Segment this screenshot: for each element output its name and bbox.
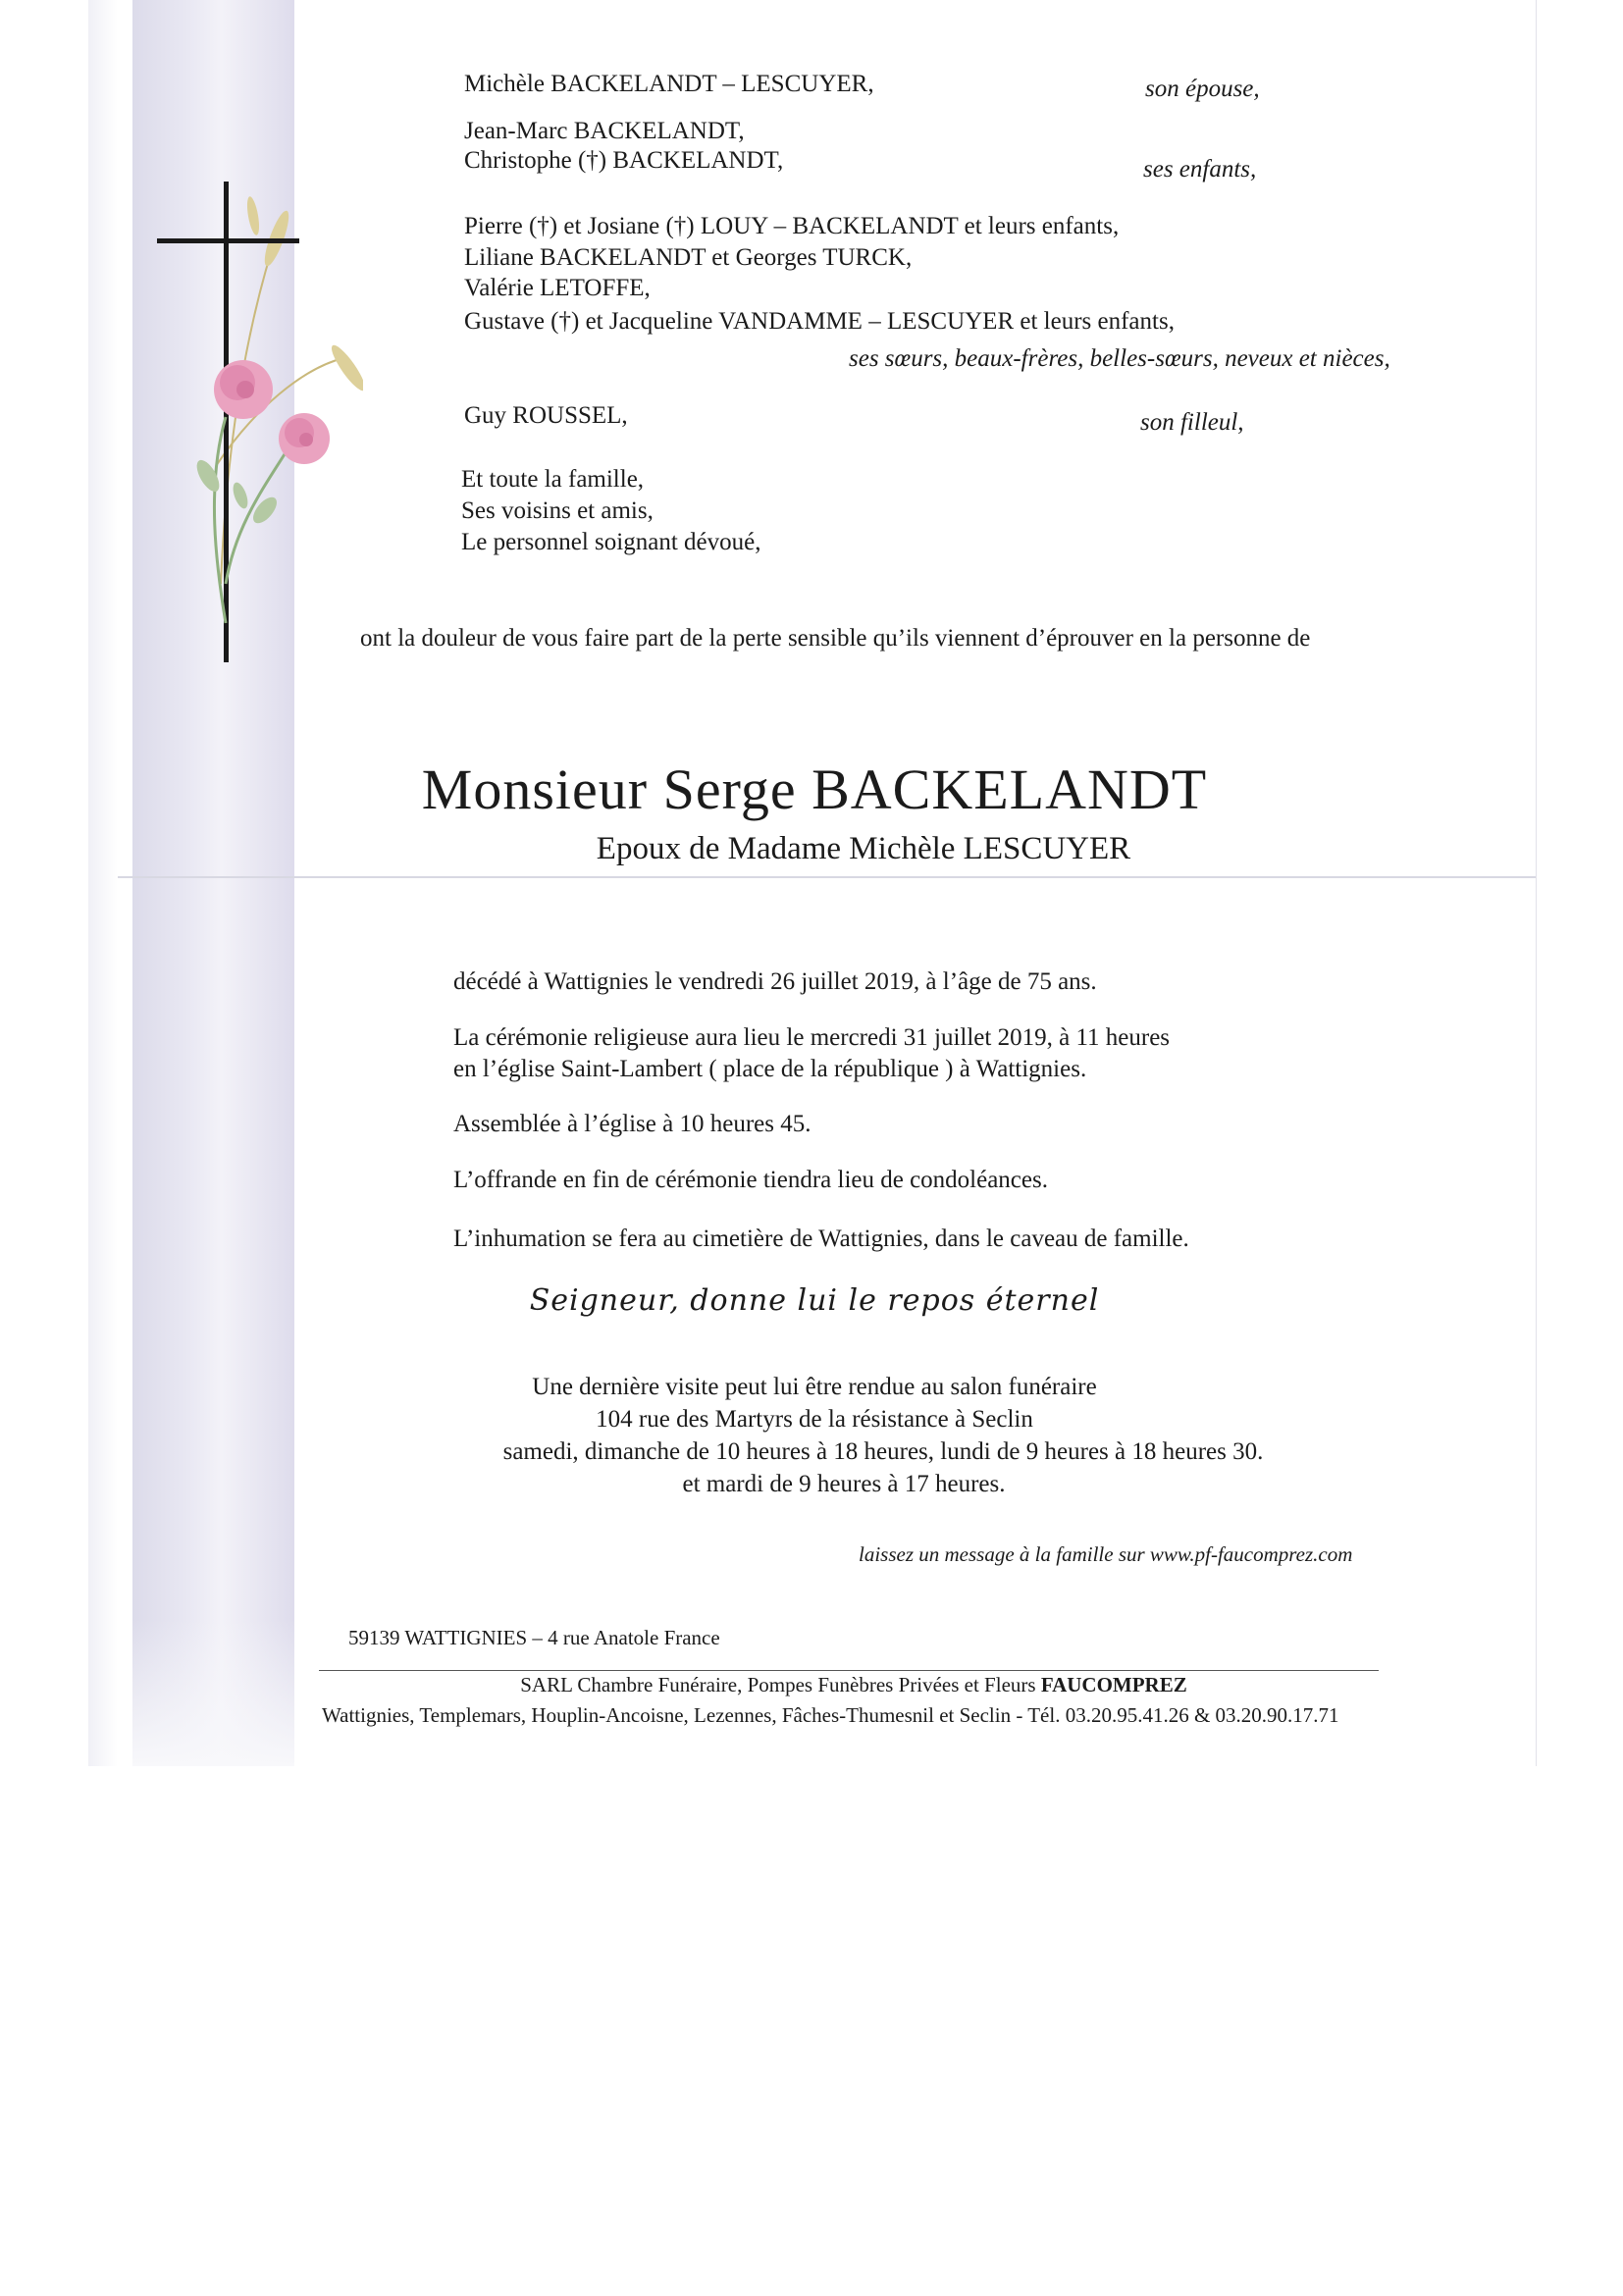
burial-line: L’inhumation se fera au cimetière de Wattignies, dans le caveau de famille. bbox=[453, 1226, 1189, 1252]
visit-line: 104 rue des Martyrs de la résistance à Seclin bbox=[596, 1406, 1033, 1433]
leaf-icon bbox=[192, 456, 281, 527]
company-prefix: SARL Chambre Funéraire, Pompes Funèbres Privées et Fleurs bbox=[520, 1673, 1041, 1696]
visit-line: et mardi de 9 heures à 17 heures. bbox=[682, 1471, 1006, 1497]
death-notice: décédé à Wattignies le vendredi 26 juillet 2019, à l’âge de 75 ans. bbox=[453, 968, 1097, 995]
family-line: Guy ROUSSEL, bbox=[464, 402, 628, 429]
visit-line: samedi, dimanche de 10 heures à 18 heures, lundi de 9 heures à 18 heures 30. bbox=[502, 1438, 1264, 1465]
family-role: son filleul, bbox=[1140, 409, 1244, 436]
company-locations: Wattignies, Templemars, Houplin-Ancoisne, Lezennes, Fâches-Thumesnil et Seclin - Tél. 03.20.95.41.26 & 03.20.90.17.71 bbox=[322, 1703, 1339, 1727]
family-line: Et toute la famille, bbox=[461, 466, 645, 493]
family-role: son épouse, bbox=[1145, 76, 1260, 102]
ceremony-line: La cérémonie religieuse aura lieu le mercredi 31 juillet 2019, à 11 heures bbox=[453, 1024, 1171, 1051]
offering-line: L’offrande en fin de cérémonie tiendra lieu de condoléances. bbox=[453, 1167, 1048, 1193]
ribbon-fade bbox=[132, 1619, 294, 1766]
deceased-name: Monsieur Serge BACKELANDT bbox=[421, 757, 1208, 821]
family-line: Le personnel soignant dévoué, bbox=[461, 529, 761, 555]
family-line: Valérie LETOFFE, bbox=[464, 275, 651, 301]
fold-line bbox=[118, 876, 1536, 878]
web-message: laissez un message à la famille sur www.pf-faucomprez.com bbox=[859, 1542, 1353, 1566]
ceremony-line: en l’église Saint-Lambert ( place de la république ) à Wattignies. bbox=[453, 1056, 1087, 1082]
paper-edge-left bbox=[88, 0, 118, 1766]
prayer-line: Seigneur, donne lui le repos éternel bbox=[529, 1283, 1100, 1318]
family-line: Michèle BACKELANDT – LESCUYER, bbox=[464, 71, 874, 97]
funeral-home-address: 59139 WATTIGNIES – 4 rue Anatole France bbox=[348, 1626, 720, 1649]
cross-flowers-illustration bbox=[147, 172, 363, 672]
company-name: FAUCOMPREZ bbox=[1040, 1673, 1187, 1696]
family-line: Gustave (†) et Jacqueline VANDAMME – LESCUYER et leurs enfants, bbox=[464, 308, 1175, 335]
family-line: Liliane BACKELANDT et Georges TURCK, bbox=[464, 244, 913, 271]
family-line: Christophe (†) BACKELANDT, bbox=[464, 147, 784, 174]
visit-line: Une dernière visite peut lui être rendue au salon funéraire bbox=[532, 1374, 1097, 1400]
company-line bbox=[324, 1671, 1384, 1698]
family-role: ses sœurs, beaux-frères, belles-sœurs, neveux et nièces, bbox=[849, 345, 1390, 372]
family-role: ses enfants, bbox=[1143, 156, 1257, 183]
assembly-line: Assemblée à l’église à 10 heures 45. bbox=[453, 1111, 812, 1137]
family-line: Ses voisins et amis, bbox=[461, 497, 654, 524]
announcement-text: ont la douleur de vous faire part de la perte sensible qu’ils viennent d’éprouver en la personne de bbox=[360, 625, 1311, 652]
cross-icon bbox=[157, 182, 299, 662]
family-line: Pierre (†) et Josiane (†) LOUY – BACKELANDT et leurs enfants, bbox=[464, 213, 1120, 239]
family-line: Jean-Marc BACKELANDT, bbox=[464, 118, 745, 144]
wheat-ear-icon bbox=[245, 195, 363, 394]
deceased-subtitle: Epoux de Madame Michèle LESCUYER bbox=[596, 831, 1131, 866]
